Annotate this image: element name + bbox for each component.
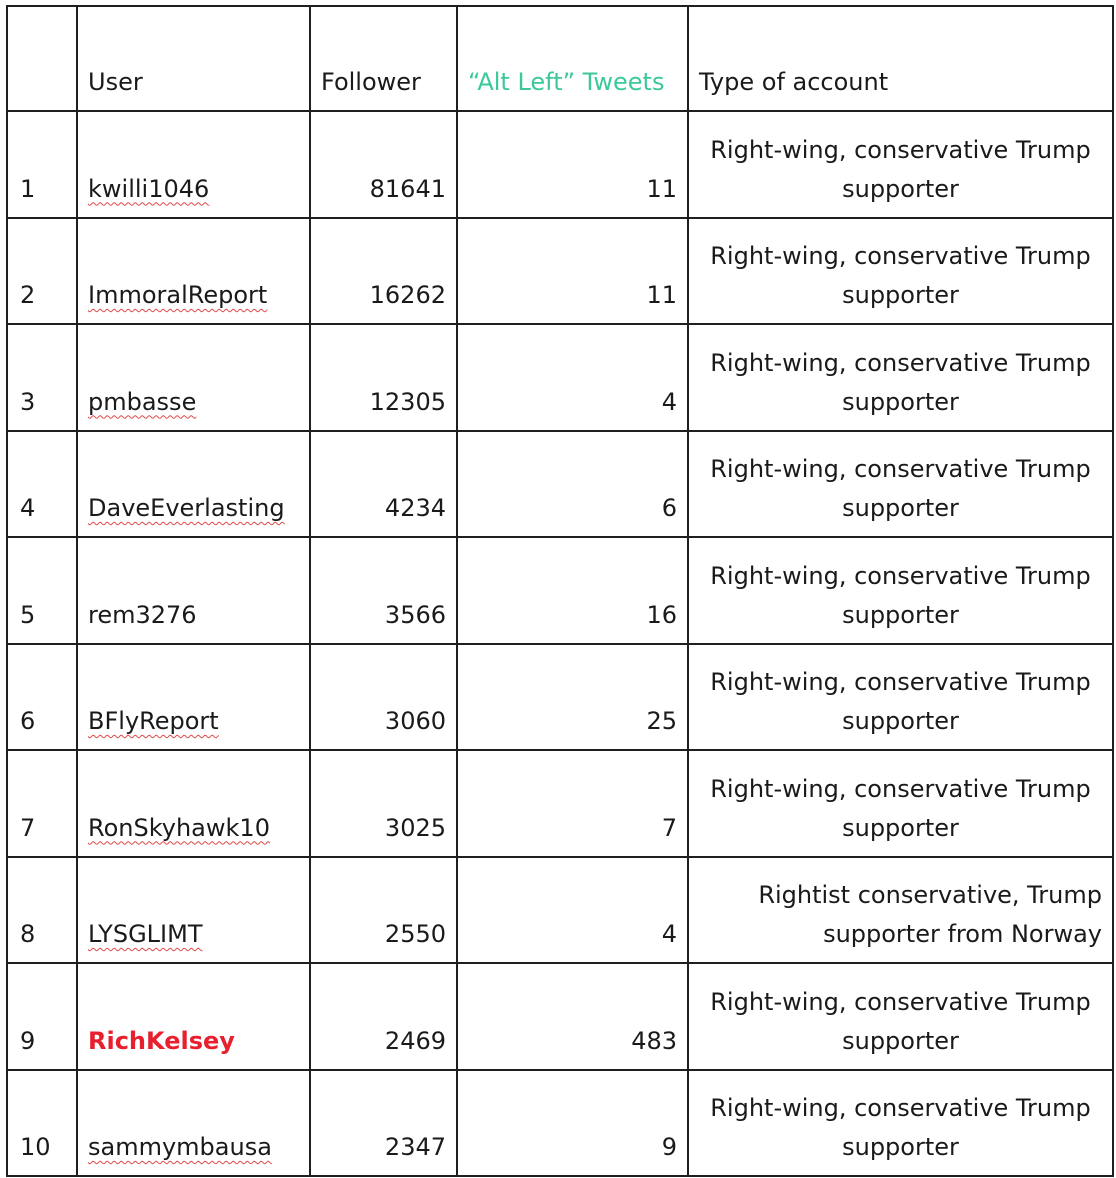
user-cell (77, 324, 310, 431)
username: DaveEverlasting (88, 494, 285, 522)
type-cell: Right-wing, conservative Trump supporter (688, 537, 1113, 644)
rank-cell: 5 (7, 537, 77, 644)
type-cell: Rightist conservative, Trump supporter from Norway (688, 857, 1113, 964)
type-cell: Right-wing, conservative Trump supporter (688, 324, 1113, 431)
tweets-cell: 25 (457, 644, 688, 751)
username: sammymbausa (88, 1133, 272, 1161)
user-cell (77, 963, 310, 1070)
rank-cell: 7 (7, 750, 77, 857)
follower-cell: 3060 (310, 644, 457, 751)
user-cell (77, 750, 310, 857)
table-row (7, 1070, 1113, 1177)
tweets-cell: 4 (457, 324, 688, 431)
header-alt-left-tweets: “Alt Left” Tweets (457, 6, 688, 111)
user-cell (77, 111, 310, 218)
rank-cell: 9 (7, 963, 77, 1070)
username: rem3276 (88, 600, 197, 629)
table-row (7, 963, 1113, 1070)
tweets-cell: 6 (457, 431, 688, 538)
follower-cell: 4234 (310, 431, 457, 538)
user-cell (77, 431, 310, 538)
user-cell (77, 857, 310, 964)
username: kwilli1046 (88, 174, 210, 203)
tweets-cell: 9 (457, 1070, 688, 1177)
user-cell (77, 644, 310, 751)
table-row (7, 644, 1113, 751)
follower-cell: 81641 (310, 111, 457, 218)
tweets-cell: 7 (457, 750, 688, 857)
rank-cell: 6 (7, 644, 77, 751)
user-cell (77, 1070, 310, 1177)
accounts-table (6, 5, 1114, 1177)
table-row (7, 431, 1113, 538)
table-row (7, 324, 1113, 431)
table-row (7, 750, 1113, 857)
tweets-cell: 483 (457, 963, 688, 1070)
type-cell: Right-wing, conservative Trump supporter (688, 644, 1113, 751)
rank-cell: 4 (7, 431, 77, 538)
username: BFlyReport (88, 707, 219, 735)
tweets-cell: 16 (457, 537, 688, 644)
header-type: Type of account (688, 6, 1113, 111)
type-cell: Right-wing, conservative Trump supporter (688, 111, 1113, 218)
follower-cell: 3566 (310, 537, 457, 644)
username-highlighted: RichKelsey (88, 1026, 235, 1055)
username: RonSkyhawk10 (88, 813, 270, 842)
follower-cell: 2347 (310, 1070, 457, 1177)
rank-cell: 2 (7, 218, 77, 325)
follower-cell: 3025 (310, 750, 457, 857)
follower-cell: 12305 (310, 324, 457, 431)
header-follower: Follower (310, 6, 457, 111)
header-row (7, 6, 1113, 111)
type-cell: Right-wing, conservative Trump supporter (688, 218, 1113, 325)
table-row (7, 111, 1113, 218)
type-cell: Right-wing, conservative Trump supporter (688, 750, 1113, 857)
table-row (7, 857, 1113, 964)
follower-cell: 2550 (310, 857, 457, 964)
type-cell: Right-wing, conservative Trump supporter (688, 1070, 1113, 1177)
rank-cell: 1 (7, 111, 77, 218)
type-cell: Right-wing, conservative Trump supporter (688, 431, 1113, 538)
header-user: User (77, 6, 310, 111)
user-cell (77, 218, 310, 325)
tweets-cell: 11 (457, 218, 688, 325)
rank-cell: 10 (7, 1070, 77, 1177)
rank-cell: 3 (7, 324, 77, 431)
username: ImmoralReport (88, 281, 268, 309)
header-rank (7, 6, 77, 111)
user-cell (77, 537, 310, 644)
type-cell: Right-wing, conservative Trump supporter (688, 963, 1113, 1070)
follower-cell: 2469 (310, 963, 457, 1070)
username: LYSGLIMT (88, 920, 203, 948)
table-row (7, 218, 1113, 325)
tweets-cell: 4 (457, 857, 688, 964)
follower-cell: 16262 (310, 218, 457, 325)
rank-cell: 8 (7, 857, 77, 964)
username: pmbasse (88, 387, 197, 416)
tweets-cell: 11 (457, 111, 688, 218)
table-row (7, 537, 1113, 644)
